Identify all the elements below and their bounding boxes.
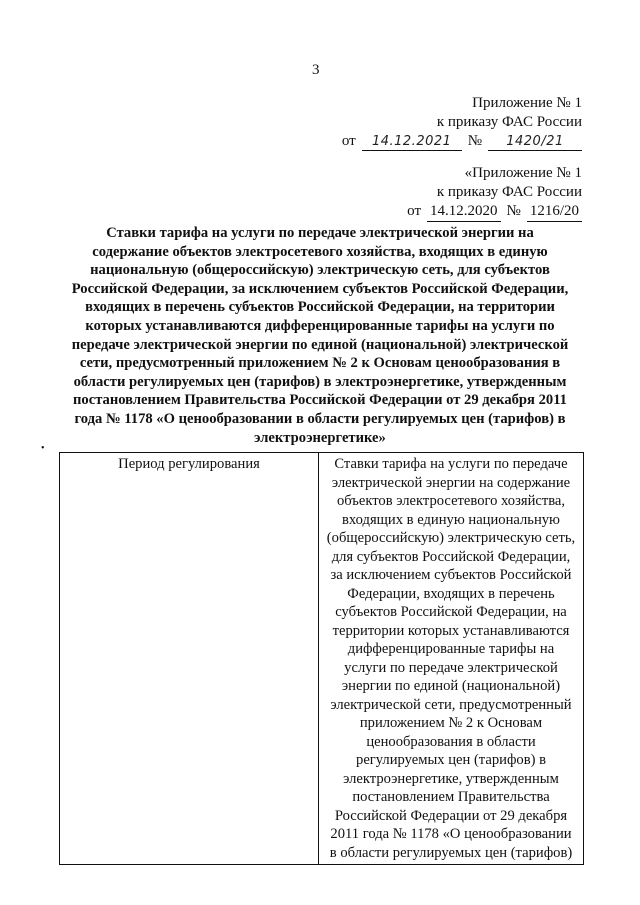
- appendix-order-date-line: [342, 132, 582, 151]
- header-rate-line: Российской Федерации от 29 декабря: [334, 807, 568, 824]
- header-rate-line: субъектов Российской Федерации, на: [335, 604, 567, 620]
- header-period: [60, 453, 319, 865]
- header-rate: [319, 453, 584, 865]
- header-rate-line: электрической сети, предусмотренный: [330, 696, 572, 713]
- header-rate-line: электрической энергии на содержание: [331, 474, 571, 491]
- header-rate-line: дифференцированные тарифы на: [347, 641, 555, 657]
- title-line: передаче электрической энергии по единой (национальной) электрической: [71, 336, 569, 353]
- header-rate-line: входящих в единую национальную: [342, 511, 560, 528]
- date-prefix: от: [341, 133, 356, 149]
- title-line: Ставки тарифа на услуги по передаче электрической энергии на: [106, 225, 534, 241]
- title-line: содержание объектов электросетевого хозяйства, входящих в единую: [92, 243, 548, 260]
- header-rate-line: (общероссийскую) электрическую сеть,: [326, 530, 576, 546]
- appendix-header: [342, 94, 582, 151]
- previous-appendix-date-line: [407, 202, 582, 222]
- handwritten-date: 14.12.2021: [362, 134, 462, 151]
- header-rate-line: Ставки тарифа на услуги по передаче: [334, 456, 568, 472]
- header-rate-line: за исключением субъектов Российской: [330, 567, 572, 583]
- handwritten-number: 1420/21: [488, 134, 582, 151]
- tariff-table: [59, 452, 584, 865]
- header-rate-line: 2011 года № 1178 «О ценообразовании: [330, 826, 572, 842]
- header-rate-line: приложением № 2 к Основам: [359, 715, 543, 731]
- title-line: постановлением Правительства Российской Федерации от 29 декабря 2011: [73, 392, 567, 409]
- previous-number-prefix: №: [506, 203, 521, 219]
- appendix-label: Приложение № 1: [472, 95, 582, 111]
- margin-mark: •: [41, 443, 45, 454]
- header-rate-line: услуги по передаче электрической: [344, 659, 558, 676]
- title-line: которых устанавливаются дифференцированные тарифы на услуги по: [85, 317, 555, 334]
- previous-order-number: 1216/20: [527, 202, 582, 222]
- previous-date-prefix: от: [407, 203, 422, 219]
- previous-appendix-order-ref: к приказу ФАС России: [436, 184, 582, 200]
- title-line: сети, предусмотренный приложением № 2 к Основам ценообразования в: [79, 355, 561, 372]
- header-period-label: Период регулирования: [118, 456, 260, 472]
- number-prefix: №: [467, 133, 482, 149]
- previous-appendix-header: [407, 164, 582, 222]
- header-rate-line: регулируемых цен (тарифов) в: [356, 752, 546, 768]
- header-rate-line: территории которых устанавливаются: [332, 622, 570, 639]
- previous-order-date: 14.12.2020: [427, 202, 501, 222]
- header-rate-line: постановлением Правительства: [352, 789, 550, 805]
- appendix-order-ref: к приказу ФАС России: [436, 114, 582, 130]
- document-title: [70, 224, 570, 447]
- title-line: области регулируемых цен (тарифов) в электроэнергетике, утвержденным: [73, 373, 567, 390]
- title-line: электроэнергетике»: [254, 429, 386, 446]
- page-number: 3: [312, 62, 320, 78]
- header-rate-line: для субъектов Российской Федерации,: [331, 548, 571, 565]
- header-rate-line: Федерации, входящих в перечень: [347, 585, 555, 602]
- header-rate-line: электроэнергетике, утвержденным: [343, 770, 559, 787]
- previous-appendix-label: «Приложение № 1: [464, 165, 582, 181]
- header-rate-line: ценообразования в области: [366, 733, 536, 750]
- title-line: национальную (общероссийскую) электрическую сеть, для субъектов: [90, 262, 550, 279]
- header-rate-line: в области регулируемых цен (тарифов): [329, 844, 573, 861]
- header-rate-line: объектов электросетевого хозяйства,: [336, 493, 566, 509]
- title-line: входящих в перечень субъектов Российской Федерации, на территории: [85, 299, 555, 316]
- table-header-row: [60, 453, 584, 865]
- title-line: года № 1178 «О ценообразовании в области регулируемых цен (тарифов) в: [74, 410, 566, 427]
- title-line: Российской Федерации, за исключением субъектов Российской Федерации,: [71, 280, 569, 297]
- header-rate-line: энергии по единой (национальной): [341, 678, 561, 694]
